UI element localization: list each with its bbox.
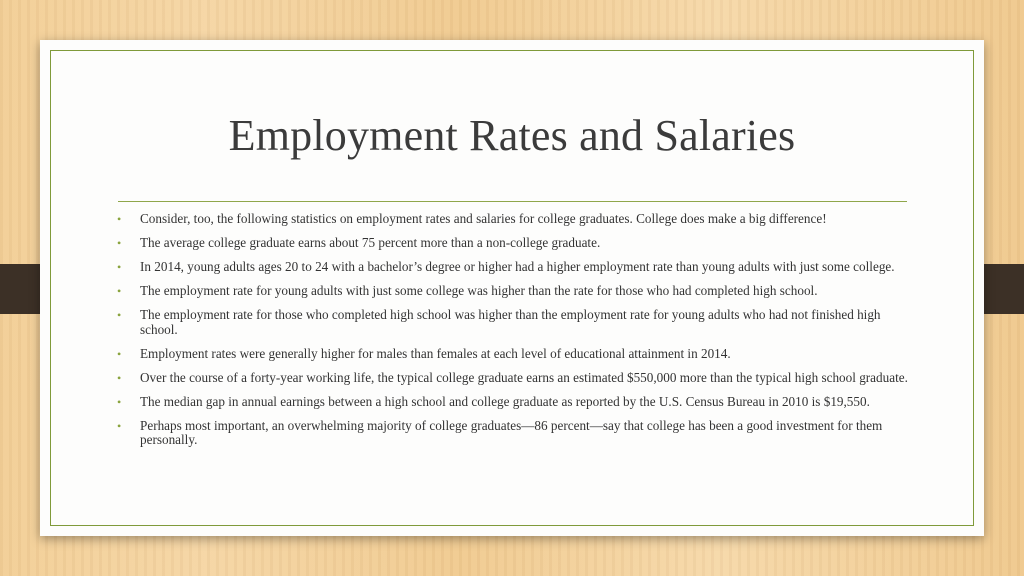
bullet-text: Perhaps most important, an overwhelming majority of college graduates—86 percent—say that college has been a good investment for them personally. [140,417,883,447]
bullet-text: The median gap in annual earnings between a high school and college graduate as reported by the U.S. Census Bureau in 2010 is $19,550. [140,393,870,409]
bullet-item [117,211,910,227]
bullet-list [117,211,910,457]
bullet-text: Consider, too, the following statistics on employment rates and salaries for college graduates. College does make a big difference! [140,211,827,226]
bullet-icon: • [117,260,122,274]
bullet-text: The average college graduate earns about 75 percent more than a non-college graduate. [140,235,601,250]
bullet-icon: • [117,394,122,409]
bullet-item [117,417,910,448]
bullet-icon: • [117,284,122,298]
bullet-icon: • [117,418,122,433]
bullet-item [117,369,910,386]
bullet-item [117,259,910,275]
bullet-text: Over the course of a forty-year working life, the typical college graduate earns an estimated $550,000 more than the typical high school graduate. [140,369,908,385]
bullet-icon: • [117,346,122,361]
bullet-item [117,393,910,410]
title-divider [118,201,907,202]
bullet-item [117,307,910,337]
bullet-text: In 2014, young adults ages 20 to 24 with a bachelor’s degree or higher had a higher employment rate than young adults with just some college. [140,259,895,274]
bullet-item [117,283,910,299]
bullet-item [117,345,910,362]
bullet-icon: • [117,212,122,226]
slide [40,40,984,536]
bullet-text: The employment rate for those who completed high school was higher than the employment rate for young adults who had not finished high school. [140,307,881,337]
bullet-item [117,235,910,251]
bullet-text: The employment rate for young adults with just some college was higher than the rate for those who had completed high school. [140,283,818,298]
bullet-icon: • [117,308,122,322]
bullet-text: Employment rates were generally higher for males than females at each level of educational attainment in 2014. [140,345,731,361]
bullet-icon: • [117,370,122,385]
bullet-icon: • [117,236,122,250]
slide-title: Employment Rates and Salaries [228,111,796,160]
